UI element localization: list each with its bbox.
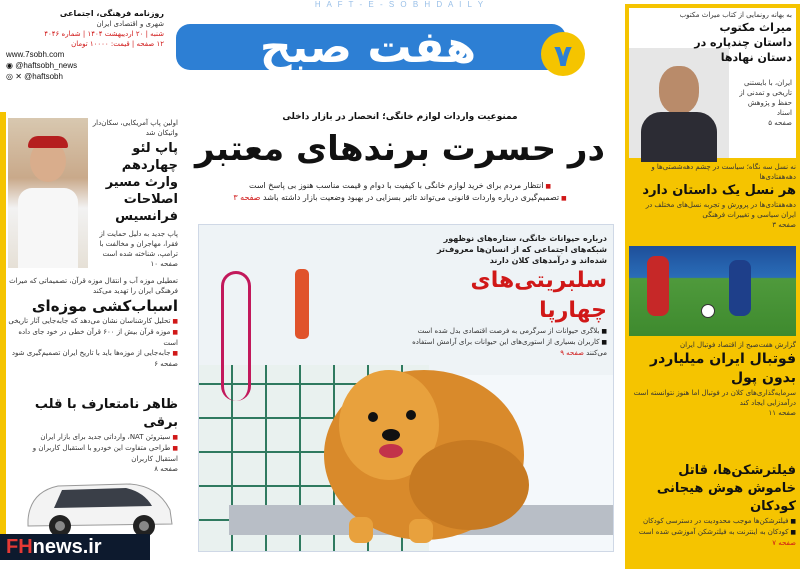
feature-text <box>407 233 607 358</box>
left-column-bar <box>0 112 6 552</box>
vpn-page-ref: صفحه ۷ <box>772 539 796 547</box>
watermark-suffix: news.ir <box>32 536 102 558</box>
left-story-museum[interactable] <box>8 276 178 369</box>
football-page-ref: صفحه ۱۱ <box>768 409 796 417</box>
left-story-pope[interactable] <box>8 118 178 268</box>
feature-bullet-2: ■ کاربران بسیاری از استوری‌های این حیوانات برای آرامش استفاده می‌کنند صفحه ۹ <box>407 337 607 358</box>
right-story-vpn[interactable] <box>629 462 796 548</box>
top-banner: H A F T - E - S O B H D A I L Y <box>314 0 486 9</box>
watermark <box>0 534 150 560</box>
issue-info: شنبه | ۲۰ اردیبهشت ۱۴۰۴ | شماره ۴۰۴۶ <box>44 30 164 38</box>
lead-bullet-1: ■ انتظار مردم برای خرید لوازم خانگی با کیفیت با دوام و قیمت مناسب هنوز بی پاسخ است <box>190 180 610 192</box>
football-kicker: گزارش هفت‌صبح از اقتصاد فوتبال ایران <box>679 341 796 349</box>
pope-body: پاپ جدید به دلیل حمایت از فقرا، مهاجران و مخالفت با ترامپ، شناخته شده است <box>99 230 178 258</box>
feature-headline: سلبریتی‌های چهارپا <box>470 268 607 323</box>
social-x[interactable]: ◎ ✕ @haftsobh <box>6 72 63 81</box>
instagram-icon: ◎ ✕ <box>6 72 25 81</box>
museum-headline: اسباب‌کشی موزه‌ای <box>31 297 178 315</box>
heritage-kicker: به بهانه رونمایی از کتاب میراث مکتوب <box>679 11 792 19</box>
lead-page-ref: صفحه ۳ <box>233 193 261 202</box>
pope-kicker: اولین پاپ آمریکایی، سکان‌دار واتیکان شد <box>92 119 178 137</box>
pope-headline: پاپ لئو چهاردهم وارث مسیر اصلاحات فرانسیس <box>105 141 178 224</box>
pope-photo <box>8 118 88 268</box>
museum-page-ref: صفحه ۶ <box>154 360 178 368</box>
museum-kicker: تعطیلی موزه‌ آب و انتقال موزه قرآن، تصمیماتی که میراث فرهنگی ایران را تهدید می‌کند <box>9 277 178 295</box>
grooming-tool <box>295 269 309 339</box>
heritage-page-ref: صفحه ۵ <box>768 119 792 127</box>
vpn-bullet-2: ■ کودکان به اینترنت به فیلترشکن آموزشی شده است صفحه ۷ <box>629 527 796 548</box>
stethoscope <box>221 271 251 401</box>
tagline-2: شهری و اقتصادی ایران <box>96 20 164 28</box>
tagline: روزنامه فرهنگی، اجتماعی <box>59 9 164 18</box>
lead-headline: در حسرت برندهای معتبر <box>195 129 605 169</box>
car-bullet-2: ■ طراحی متفاوت این خودرو با استقبال کاربران و استقبال کاربران <box>8 443 178 464</box>
watermark-prefix: FH <box>6 536 33 558</box>
feature-page-ref: صفحه ۹ <box>560 349 584 357</box>
logo-text: هفت صبح <box>259 22 477 73</box>
right-story-football[interactable] <box>629 340 796 418</box>
right-story-heritage[interactable] <box>629 8 796 158</box>
left-story-car[interactable] <box>8 396 178 474</box>
lead-kicker: ممنوعیت واردات لوازم خانگی؛ انحصار در بازار داخلی <box>282 112 518 122</box>
heritage-body: ایران، با بایستنی تاریخی و تمدنی از حفظ و پژوهش اسناد <box>739 79 792 117</box>
price-info: ۱۲ صفحه | قیمت: ۱۰۰۰۰ تومان <box>71 40 164 48</box>
football-photo <box>629 246 796 336</box>
car-headline: ظاهر نامتعارف با قلب برقی <box>34 397 178 430</box>
vpn-bullet-1: ■ فیلترشکن‌ها موجب محدودیت در دسترسی کودکان <box>629 516 796 527</box>
masthead-info <box>6 8 164 82</box>
right-story-generation[interactable] <box>629 162 796 230</box>
feature-bullet-1: ■ بلاگری حیوانات از سرگرمی به فرصت اقتصادی بدل شده است <box>407 326 607 337</box>
vpn-headline: فیلترشکن‌ها، قاتل خاموش هوش هیجانی کودکان <box>656 463 796 514</box>
car-bullet-1: ■ سیتروئن NAT، وارداتی جدید برای بازار ایران <box>8 432 178 443</box>
football-body: سرمایه‌گذاری‌های کلان در فوتبال اما هنوز نتوانسته است درآمدزایی ایجاد کند <box>633 389 796 407</box>
lead-bullet-2: ■ تصمیم‌گیری درباره واردات قانونی می‌تواند تاثیر بسزایی در بهبود وضعیت بازار داشته باشد صفحه ۳ <box>190 192 610 204</box>
museum-bullet-1: ■ تحلیل کارشناسان نشان می‌دهد که جابه‌جایی آثار تاریخی <box>8 316 178 327</box>
website-link[interactable]: www.7sobh.com <box>6 50 65 59</box>
generation-page-ref: صفحه ۳ <box>772 221 796 229</box>
telegram-icon: ◉ <box>6 61 16 70</box>
feature-panel[interactable] <box>198 224 614 552</box>
lead-bullets <box>190 180 610 204</box>
generation-body: دهه‌هفتادی‌ها در پرورش و تجربه نسل‌های مختلف در ایران سیاسی و تغییرات فرهنگی <box>645 201 796 219</box>
masthead-logo <box>168 6 598 86</box>
generation-kicker: نه نسل سه نگاه؛ سیاست در چشم دهه‌شصتی‌ها و دهه‌هفتادی‌ها <box>651 163 796 181</box>
pope-page-ref: صفحه ۱۰ <box>150 260 178 268</box>
dog-photo <box>309 335 539 545</box>
logo-number: ۷ <box>553 39 573 74</box>
heritage-headline: میراث مکتوب داستان چندپاره در دستان نهادها <box>694 21 792 64</box>
museum-bullet-2: ■ موزه قرآن بیش از ۶۰۰ قرآن خطی در خود جای داده است <box>8 327 178 348</box>
generation-headline: هر نسل یک داستان دارد <box>642 183 796 198</box>
car-page-ref: صفحه ۸ <box>154 465 178 473</box>
museum-bullet-3: ■ جابه‌جایی از موزه‌ها باید با تاریخ ایران تصمیم‌گیری شود <box>8 348 178 359</box>
logo-graphic <box>168 6 598 86</box>
feature-kicker: درباره حیوانات خانگی، ستاره‌های نوظهور شبکه‌های اجتماعی که از انسان‌ها معروف‌تر شده‌اند و درآمدهای کلان دارند <box>437 234 607 265</box>
social-telegram[interactable]: ◉ @haftsobh_news <box>6 61 78 70</box>
car-photo <box>18 470 178 540</box>
football-headline: فوتبال ایران میلیاردر بدون پول <box>650 351 796 386</box>
